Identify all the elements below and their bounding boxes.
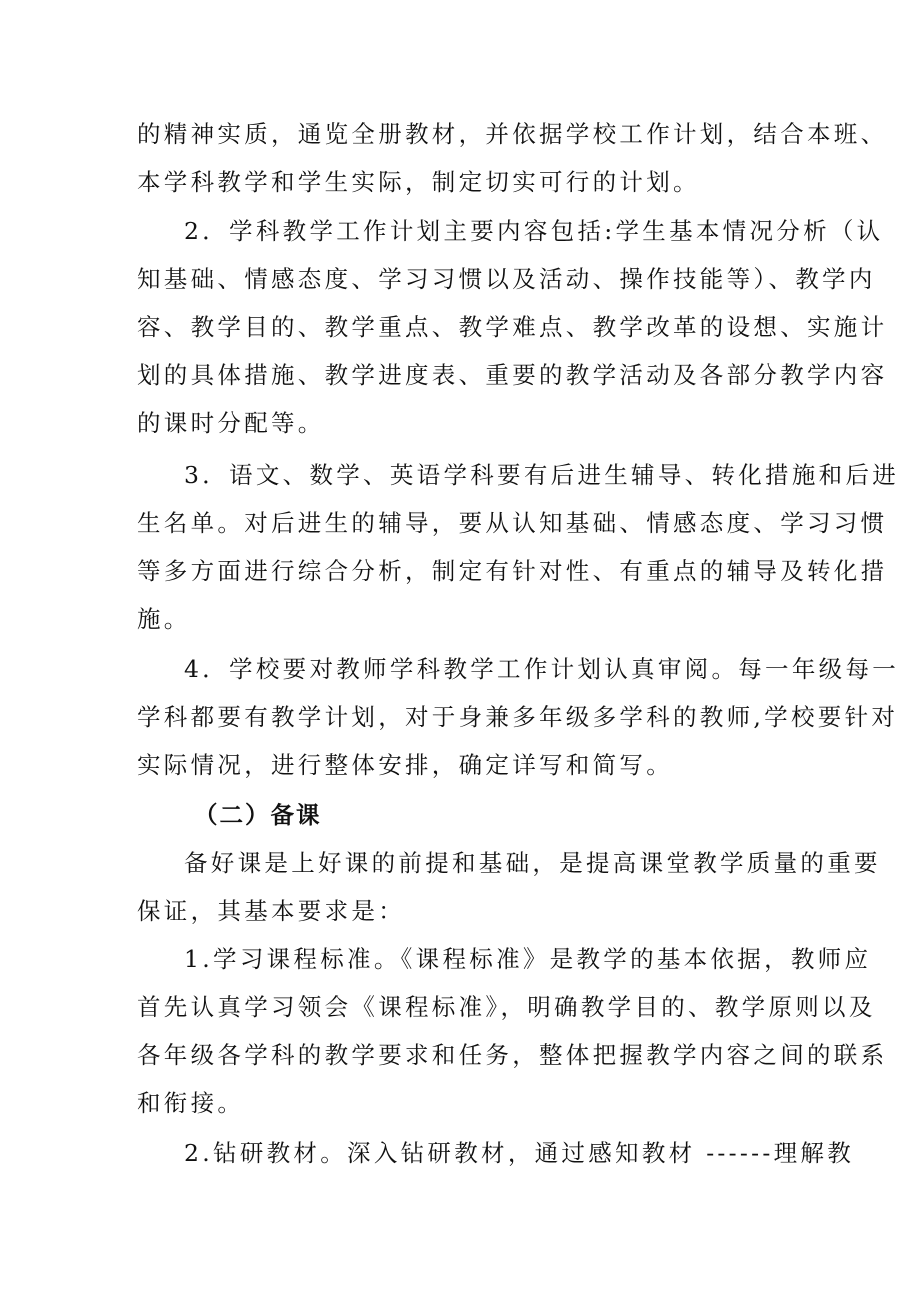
text-line: 本学科教学和学生实际，制定切实可行的计划。 xyxy=(137,168,700,196)
text-line: 2.钻研教材。深入钻研教材，通过感知教材 ------理解教 xyxy=(184,1139,855,1167)
paragraph-study-textbook xyxy=(137,1129,855,1177)
paragraph-curriculum-standards xyxy=(137,935,888,1127)
section-heading: （二）备课 xyxy=(194,801,322,829)
text-line: 1.学习课程标准。《课程标准》是教学的基本依据，教师应 xyxy=(184,945,872,973)
paragraph-review-plans xyxy=(137,645,900,789)
text-line: 学科都要有教学计划，对于身兼多年级多学科的教师,学校要针对 xyxy=(137,703,899,731)
text-line: 生名单。对后进生的辅导，要从认知基础、情感态度、学习习惯 xyxy=(137,509,888,537)
text-line: 首先认真学习领会《课程标准》，明确教学目的、教学原则以及 xyxy=(137,993,876,1021)
paragraph-lesson-prep-intro xyxy=(137,839,881,935)
paragraph-struggling-students xyxy=(137,451,900,643)
text-line: 3．语文、数学、英语学科要有后进生辅导、转化措施和后进 xyxy=(184,461,900,489)
text-line: 等多方面进行综合分析，制定有针对性、有重点的辅导及转化措 xyxy=(137,557,888,585)
text-line: 的精神实质，通览全册教材，并依据学校工作计划，结合本班、 xyxy=(137,120,888,148)
text-line: 施。 xyxy=(137,605,191,633)
text-line: 划的具体措施、教学进度表、重要的教学活动及各部分教学内容 xyxy=(137,361,888,389)
text-line: 容、教学目的、教学重点、教学难点、教学改革的设想、实施计 xyxy=(137,313,888,341)
text-line: 4．学校要对教师学科教学工作计划认真审阅。每一年级每一 xyxy=(184,655,900,683)
text-line: 实际情况，进行整体安排，确定详写和简写。 xyxy=(137,751,673,779)
paragraph-intro xyxy=(137,110,888,206)
text-line: 2．学科教学工作计划主要内容包括:学生基本情况分析（认 xyxy=(184,217,884,245)
text-line: 和衔接。 xyxy=(137,1089,245,1117)
text-line: 的课时分配等。 xyxy=(137,409,325,437)
paragraph-plan-contents xyxy=(137,207,888,447)
text-line: 保证，其基本要求是： xyxy=(137,897,405,925)
text-line: 备好课是上好课的前提和基础，是提高课堂教学质量的重要 xyxy=(184,849,881,877)
text-line: 知基础、情感态度、学习习惯以及活动、操作技能等）、教学内 xyxy=(137,265,876,293)
text-line: 各年级各学科的教学要求和任务，整体把握教学内容之间的联系 xyxy=(137,1041,888,1069)
